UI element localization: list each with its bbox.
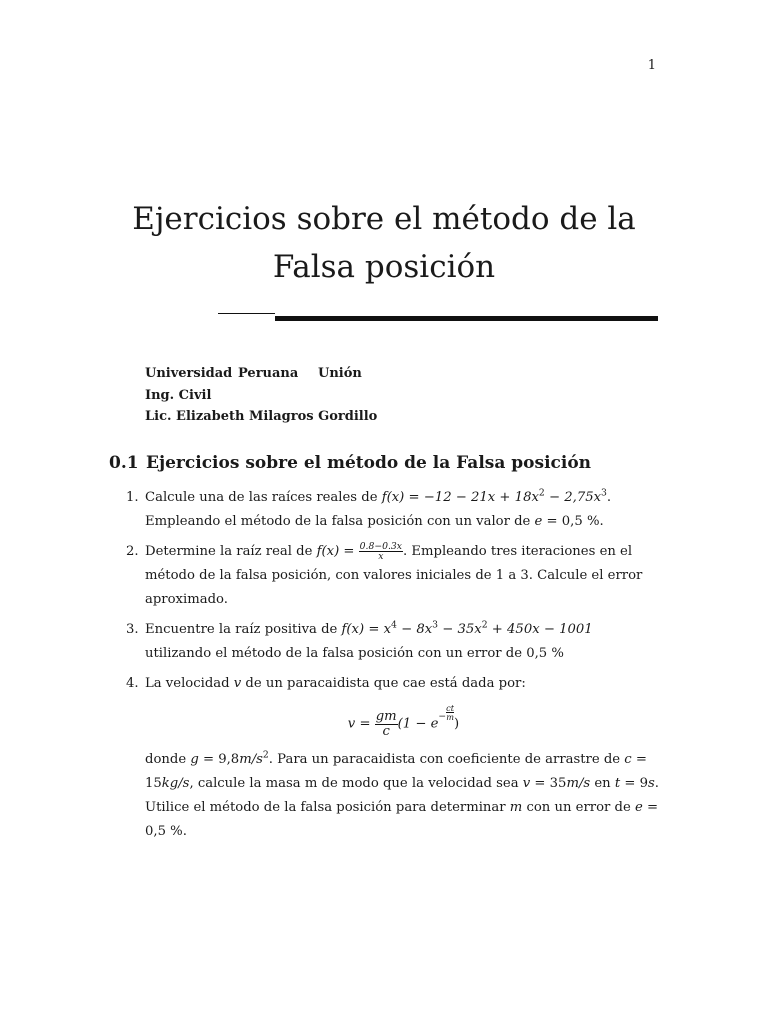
math-exponent: 3	[601, 487, 607, 499]
math-expression: − 35x	[438, 622, 482, 637]
program-line: Ing. Civil	[145, 387, 212, 403]
exponent-sign: −	[438, 711, 447, 723]
math-unit: m/s	[239, 751, 263, 767]
exercise-text: con un error de	[522, 799, 635, 815]
university-word-2: Peruana	[238, 366, 299, 381]
math-variable: v	[233, 676, 242, 691]
exercise-4-continuation	[145, 748, 662, 844]
exercise-text: . Empleando el método de la falsa posición con un valor de	[145, 490, 612, 529]
math-expression: = x	[364, 622, 392, 637]
math-function: f(x)	[381, 490, 405, 505]
velocity-equation	[145, 704, 662, 738]
exercise-text: de un paracaidista que cae está dada por:	[241, 676, 526, 691]
equation-lhs: v =	[347, 716, 375, 732]
math-expression: − 2,75x	[544, 490, 602, 505]
exercise-list	[122, 486, 662, 850]
math-variable: v	[522, 775, 531, 791]
university-word-1: Universidad	[145, 366, 233, 381]
math-unit: s	[648, 775, 655, 791]
math-value: = 9	[620, 775, 648, 791]
exercise-text: . Utilice el método de la falsa posición para determinar	[145, 775, 659, 815]
fraction-numerator: 0.8−0.3x	[359, 540, 402, 552]
section-number: 0.1	[109, 453, 139, 473]
math-variable: c	[624, 751, 632, 767]
math-variable: m	[509, 799, 523, 815]
math-variable: e	[634, 799, 643, 815]
section-title: Ejercicios sobre el método de la Falsa posición	[146, 453, 592, 473]
math-fraction	[359, 542, 403, 561]
exercise-item-2	[122, 540, 662, 612]
math-unit: kg/s	[161, 775, 190, 791]
exercise-text: Determine la raíz real de	[145, 544, 317, 559]
math-function: f(x)	[341, 622, 365, 637]
exponent-fraction	[446, 704, 454, 721]
math-operator: =	[339, 544, 359, 559]
math-function: f(x)	[316, 544, 340, 559]
exponent-denominator: m	[446, 712, 454, 723]
math-fraction	[375, 710, 398, 737]
exercise-text: , calcule la masa m de modo que la velocidad sea	[189, 775, 523, 791]
math-exponent: 2	[538, 487, 545, 499]
exercise-number: 2.	[126, 544, 139, 559]
fraction-denominator: c	[382, 723, 390, 739]
fraction-denominator: x	[378, 551, 384, 562]
exercise-text: utilizando el método de la falsa posición con un error de 0,5 %	[145, 646, 564, 661]
exercise-item-3	[122, 618, 662, 666]
title-rule-thick	[275, 316, 658, 321]
math-value: = 9,8	[198, 751, 240, 767]
math-value: = 0,5 %.	[145, 799, 659, 839]
page-number: 1	[647, 58, 656, 73]
exercise-item-4	[122, 672, 662, 844]
exponent-numerator: ct	[446, 703, 455, 713]
math-expression: − 8x	[396, 622, 433, 637]
math-exponent: 2	[262, 749, 269, 761]
fraction-numerator: gm	[375, 709, 397, 725]
equation-paren-close: )	[454, 716, 460, 732]
math-value: = 0,5 %.	[542, 514, 604, 529]
math-variable: g	[190, 751, 199, 767]
math-value: = 35	[530, 775, 567, 791]
exercise-item-1	[122, 486, 662, 534]
math-exponent: 4	[391, 619, 397, 631]
math-expression: + 450x − 1001	[487, 622, 593, 637]
math-variable: e	[534, 514, 543, 529]
math-exponent: 2	[481, 619, 488, 631]
title-rule-thin	[218, 313, 275, 314]
exercise-text: Encuentre la raíz positiva de	[145, 622, 342, 637]
exercise-number: 4.	[126, 676, 139, 691]
university-line	[145, 363, 377, 385]
author-line: Lic. Elizabeth Milagros Gordillo	[145, 409, 378, 424]
title-line-1: Ejercicios sobre el método de la	[132, 201, 636, 237]
university-word-3: Unión	[318, 366, 362, 381]
title-line-2: Falsa posición	[272, 249, 496, 285]
math-expression: = −12 − 21x + 18x	[404, 490, 539, 505]
exercise-text: en	[590, 775, 615, 791]
math-unit: m/s	[566, 775, 591, 791]
math-variable: t	[614, 775, 621, 791]
author-block	[145, 363, 377, 428]
exercise-text: donde	[145, 751, 191, 767]
exercise-text: La velocidad	[145, 676, 234, 691]
exercise-text: . Empleando tres iteraciones en el método de la falsa posición, con valores iniciales de 1 a 3. Calcule el error aproximado.	[145, 544, 643, 607]
exercise-number: 3.	[126, 622, 139, 637]
document-title	[0, 195, 768, 291]
equation-paren-open: (1 − e	[397, 716, 439, 732]
math-exponent: 3	[432, 619, 439, 631]
section-heading	[109, 453, 591, 473]
exercise-text: . Para un paracaidista con coeficiente de arrastre de	[268, 751, 625, 767]
exercise-text: Calcule una de las raíces reales de	[145, 490, 382, 505]
math-value: = 15	[145, 751, 647, 791]
exercise-number: 1.	[126, 490, 139, 505]
